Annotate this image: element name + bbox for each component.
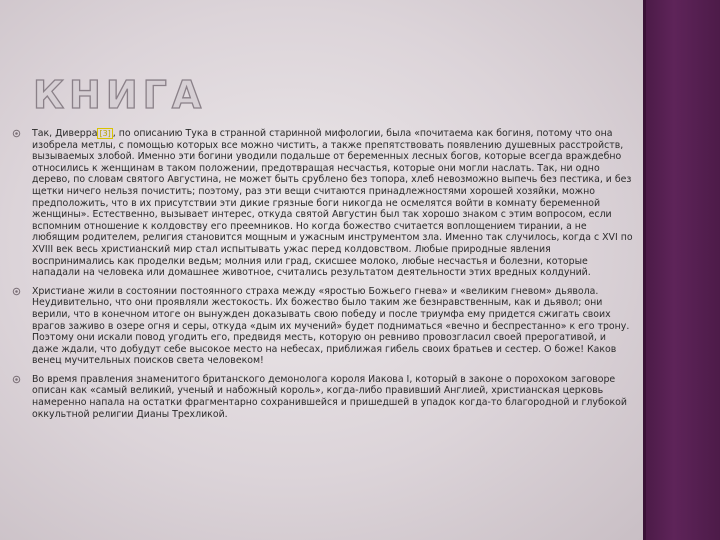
- bullet-text: Во время правления знаменитого британского демонолога короля Иакова I, который в законе о порохоком заговоре описан как «самый великий, ученый и набожный король», когда-либо правивший Англией, христианская церковь намеренно напала на остатки фрагментарно сохранившейся и пришедшей в упадок когда-то благородной и глубокой оккультной религии Дианы Трехликой.: [32, 373, 627, 420]
- bullet-icon: [12, 287, 21, 296]
- bullet-item: [12, 128, 634, 279]
- bullet-icon: [12, 129, 21, 138]
- bullet-item: [12, 286, 634, 367]
- slide-title: КНИГА: [33, 73, 207, 117]
- footnote-marker: [3]: [99, 129, 111, 138]
- bullet-text-rest: , по описанию Тука в странной старинной мифологии, была «почитаема как богиня, потому что она изобрела метлы, с помощью которых все можно чистить, а также препятствовать появлению душевных расстройств, вызываемых злобой. Именно эти богини уводили подальше от беременных лесных богов, которые всегда враждебно относились к женщинам в таком положении, предотвращая несчастья, которые они могли наслать. Так, ни одно дерево, по словам святого Августина, не может быть срублено без топора, хлеб невозможно выпечь без пестика, и без щетки ничего нельзя почистить; поэтому, раз эти вещи считаются принадлежностями хорошей хозяйки, можно предположить, что в их присутствии эти дикие грязные боги никогда не осмелятся войти в комнату беременной женщины». Естественно, вызывает интерес, откуда святой Августин был так хорошо знаком с этим вопросом, если вспомним отношение к колдовству его преемников. Но когда божество считается воплощением тирании, а не любящим родителем, религия становится мощным и ужасным инструментом зла. Именно так случилось, когда с XVI по XVIII век весь христианский мир стал испытывать ужас перед колдовством. Любые природные явления воспринимались как проделки ведьм; молния или град, скисшее молоко, любые несчастья и болезни, которые нападали на человека или домашнее животное, считались результатом деятельности этих вредных колдуний.: [32, 128, 633, 279]
- bullet-item: [12, 374, 634, 420]
- bullet-list: [12, 128, 634, 427]
- bullet-text-start: Так, Диверра: [32, 128, 98, 139]
- footnote-link[interactable]: [97, 128, 112, 139]
- bullet-icon: [12, 375, 21, 384]
- bullet-text: Христиане жили в состоянии постоянного страха между «яростью Божьего гнева» и «великим гневом» дьявола. Неудивительно, что они проявляли жестокость. Их божество было таким же безнравственным, как и дьявол; они верили, что в конечном итоге он вынужден доказывать свою победу и после триумфа ему придется сжигать своих врагов заживо в озере огня и серы, откуда «дым их мучений» будет подниматься «вечно и беспрестанно» к его трону. Поэтому они искали повод угодить его, предвидя месть, которую он ревниво провозгласил своей прерогативой, и даже ждали, что добудут себе высокое место на небесах, приближая гибель своих братьев и сестер. О боже! Каков венец мучительных поисков света человеком!: [32, 285, 630, 367]
- side-band: [643, 0, 720, 540]
- side-band-edge: [643, 0, 646, 540]
